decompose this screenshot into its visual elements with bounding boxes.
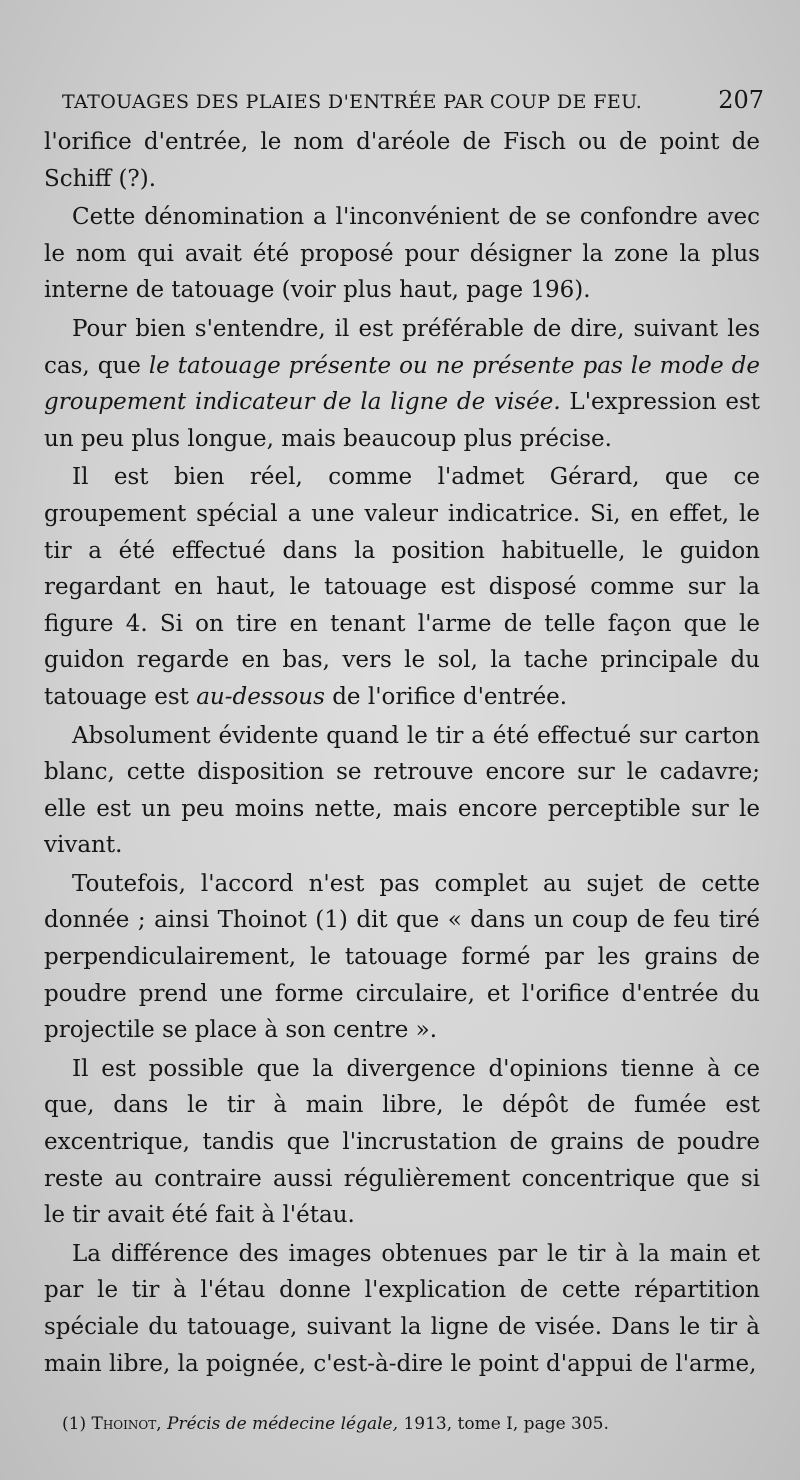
page-header <box>62 86 764 120</box>
footnote-details: 1913, tome I, page 305. <box>403 1414 609 1434</box>
paragraph: La différence des images obtenues par le tir à la main et par le tir à l'étau donne l'explication de cette répartition spéciale du tatouage, suivant la ligne de visée. Dans le tir à main libre, la poignée, c'est-à-dire le point d'appui de l'arme, <box>44 1240 760 1377</box>
paragraph-text: Pour bien s'entendre, il est préférable de dire, suivant les cas, que <box>44 315 760 379</box>
italic-phrase: au-dessous <box>196 683 325 710</box>
paragraph: Cette dénomination a l'inconvénient de se confondre avec le nom qui avait été proposé pour désigner la zone la plus interne de tatouage (voir plus haut, page 196). <box>44 204 760 304</box>
paragraph-text: L'expression est un peu plus longue, mais beaucoup plus précise. <box>44 389 760 452</box>
paragraph: Absolument évidente quand le tir a été effectué sur carton blanc, cette disposition se retrouve encore sur le cadavre; elle est un peu moins nette, mais encore perceptible sur le vivant. <box>44 722 760 859</box>
paragraph-text: Il est bien réel, comme l'admet Gérard, que ce groupement spécial a une valeur indicatrice. Si, en effet, le tir a été effectué dans la position habituelle, le guidon regardant en haut, le tatouage est disposé comme sur la figure 4. Si on tire en tenant l'arme de telle façon que le guidon regarde en bas, vers le sol, la tache principale du tatouage est <box>44 464 760 710</box>
paragraph <box>44 311 760 457</box>
footnote-marker: (1) <box>62 1414 87 1434</box>
page-number: 207 <box>718 86 764 114</box>
footnote-title: Précis de médecine légale, <box>167 1414 399 1434</box>
footnote <box>62 1412 762 1436</box>
footnote-author: Thoinot, <box>91 1414 162 1434</box>
italic-phrase: le tatouage présente ou ne présente pas le mode de groupement indicateur de la ligne de visée. <box>44 352 760 416</box>
paragraph: Toutefois, l'accord n'est pas complet au sujet de cette donnée ; ainsi Thoinot (1) dit que « dans un coup de feu tiré perpendiculairement, le tatouage formé par les grains de poudre prend une forme circulaire, et l'orifice d'entrée du projectile se place à son centre ». <box>44 870 760 1044</box>
body-text <box>44 124 760 1382</box>
paragraph: Il est possible que la divergence d'opinions tienne à ce que, dans le tir à main libre, le dépôt de fumée est excentrique, tandis que l'incrustation de grains de poudre reste au contraire aussi régulièrement concentrique que si le tir avait été fait à l'étau. <box>44 1055 760 1229</box>
paragraph-continued: l'orifice d'entrée, le nom d'aréole de Fisch ou de point de Schiff (?). <box>44 129 760 192</box>
paragraph <box>44 459 760 715</box>
running-title: TATOUAGES DES PLAIES D'ENTRÉE PAR COUP DE FEU. <box>62 91 643 113</box>
paragraph-text: de l'orifice d'entrée. <box>324 683 568 710</box>
